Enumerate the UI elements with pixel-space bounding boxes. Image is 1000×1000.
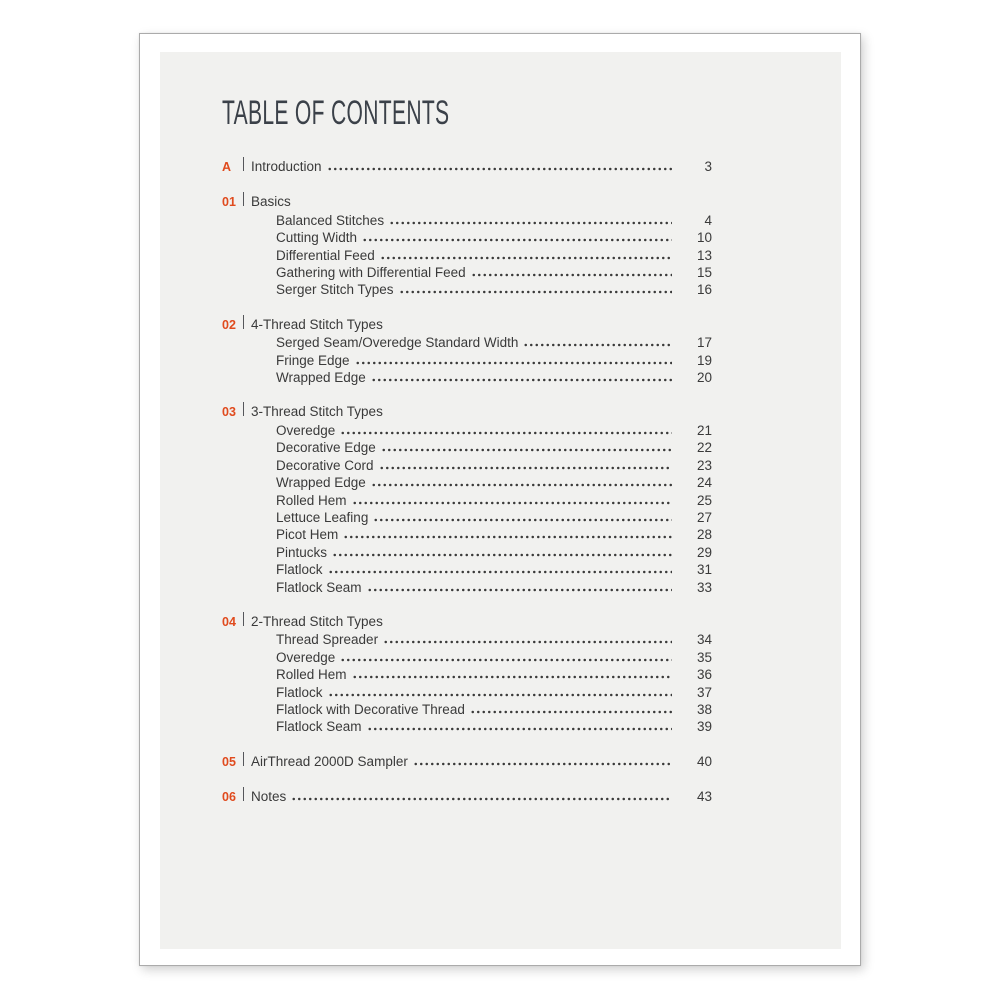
dot-leader <box>413 762 672 766</box>
toc-section-row <box>222 157 712 176</box>
toc-section <box>222 157 712 176</box>
entry-title: Rolled Hem <box>276 492 347 508</box>
pipe-divider <box>243 157 244 171</box>
dot-leader <box>383 640 672 644</box>
entry-title: Serged Seam/Overedge Standard Width <box>276 335 519 351</box>
toc-entry-row <box>222 492 712 509</box>
dot-leader <box>379 466 672 470</box>
toc-entry-row <box>222 457 712 474</box>
entry-page-number: 19 <box>696 352 712 368</box>
entry-page-number: 27 <box>696 509 712 525</box>
page-title: TABLE OF CONTENTS <box>222 94 450 132</box>
section-title: 2-Thread Stitch Types <box>251 613 383 629</box>
dot-leader <box>381 448 672 452</box>
dot-leader <box>373 518 672 522</box>
toc-entry-row <box>222 561 712 578</box>
section-page-number: 40 <box>696 753 712 769</box>
toc-entry-row <box>222 422 712 439</box>
entry-title: Thread Spreader <box>276 632 379 648</box>
dot-leader <box>327 167 672 171</box>
entry-title: Gathering with Differential Feed <box>276 265 466 281</box>
toc-entry-row <box>222 509 712 526</box>
toc-entry-row <box>222 352 712 369</box>
entry-page-number: 34 <box>696 632 712 648</box>
toc-section <box>222 787 712 806</box>
section-title: 3-Thread Stitch Types <box>251 404 383 420</box>
toc-entry-row <box>222 666 712 683</box>
entry-page-number: 21 <box>696 422 712 438</box>
section-title: 4-Thread Stitch Types <box>251 316 383 332</box>
toc-entry-row <box>222 649 712 666</box>
entry-page-number: 4 <box>704 212 712 228</box>
content-inner <box>160 52 841 807</box>
toc-entry-row <box>222 718 712 735</box>
toc-entry-row <box>222 281 712 298</box>
toc-entry-row <box>222 701 712 718</box>
section-number: A <box>222 160 232 174</box>
entry-page-number: 10 <box>696 230 712 246</box>
dot-leader <box>380 256 672 260</box>
toc-entry-row <box>222 264 712 281</box>
dot-leader <box>332 553 672 557</box>
toc-section-row <box>222 612 712 631</box>
entry-title: Overedge <box>276 422 336 438</box>
toc-section-row <box>222 752 712 771</box>
entry-title: Lettuce Leafing <box>276 509 369 525</box>
pipe-divider <box>243 192 244 206</box>
section-title: AirThread 2000D Sampler <box>251 753 408 769</box>
section-number: 03 <box>222 405 236 420</box>
entry-page-number: 39 <box>696 719 712 735</box>
entry-page-number: 25 <box>696 492 712 508</box>
dot-leader <box>367 588 672 592</box>
entry-title: Balanced Stitches <box>276 212 385 228</box>
entry-title: Serger Stitch Types <box>276 282 394 298</box>
toc-entry-row <box>222 526 712 543</box>
entry-title: Pintucks <box>276 544 328 560</box>
dot-leader <box>355 361 672 365</box>
dot-leader <box>352 501 672 505</box>
dot-leader <box>328 693 672 697</box>
dot-leader <box>523 343 672 347</box>
toc-section-row <box>222 787 712 806</box>
section-title: Basics <box>251 194 291 210</box>
entry-title: Wrapped Edge <box>276 475 366 491</box>
entry-page-number: 13 <box>696 247 712 263</box>
section-title: Notes <box>251 789 287 805</box>
dot-leader <box>399 290 672 294</box>
section-number: 02 <box>222 317 236 332</box>
dot-leader <box>362 238 672 242</box>
entry-page-number: 22 <box>696 440 712 456</box>
entry-title: Fringe Edge <box>276 352 350 368</box>
toc-section <box>222 402 712 595</box>
entry-page-number: 16 <box>696 282 712 298</box>
toc-entry-row <box>222 247 712 264</box>
pipe-divider <box>243 315 244 329</box>
entry-page-number: 33 <box>696 579 712 595</box>
dot-leader <box>343 535 672 539</box>
toc-entry-row <box>222 334 712 351</box>
section-number: 04 <box>222 614 236 629</box>
dot-leader <box>340 658 672 662</box>
entry-page-number: 17 <box>696 335 712 351</box>
entry-page-number: 24 <box>696 475 712 491</box>
toc-entry-row <box>222 212 712 229</box>
entry-title: Wrapped Edge <box>276 370 366 386</box>
entry-page-number: 37 <box>696 684 712 700</box>
toc-entry-row <box>222 631 712 648</box>
entry-page-number: 23 <box>696 457 712 473</box>
toc-section <box>222 192 712 298</box>
entry-page-number: 29 <box>696 544 712 560</box>
dot-leader <box>291 797 672 801</box>
dot-leader <box>328 570 672 574</box>
entry-page-number: 15 <box>696 265 712 281</box>
pipe-divider <box>243 787 244 801</box>
toc-entry-row <box>222 439 712 456</box>
entry-page-number: 38 <box>696 701 712 717</box>
entry-page-number: 35 <box>696 649 712 665</box>
toc-entry-row <box>222 229 712 246</box>
entry-page-number: 20 <box>696 370 712 386</box>
toc-entry-row <box>222 474 712 491</box>
entry-title: Rolled Hem <box>276 667 347 683</box>
section-number: 01 <box>222 195 236 210</box>
toc-entry-row <box>222 684 712 701</box>
dot-leader <box>340 431 672 435</box>
dot-leader <box>371 378 672 382</box>
entry-page-number: 31 <box>696 562 712 578</box>
dot-leader <box>389 221 672 225</box>
entry-title: Cutting Width <box>276 230 358 246</box>
table-of-contents <box>222 157 712 807</box>
toc-section-row <box>222 192 712 211</box>
document-page <box>139 33 861 966</box>
pipe-divider <box>243 752 244 766</box>
entry-title: Decorative Edge <box>276 440 376 456</box>
content-panel <box>160 52 841 949</box>
toc-section <box>222 612 712 736</box>
section-page-number: 43 <box>696 789 712 805</box>
entry-title: Flatlock Seam <box>276 579 362 595</box>
entry-title: Flatlock with Decorative Thread <box>276 701 465 717</box>
entry-page-number: 28 <box>696 527 712 543</box>
toc-entry-row <box>222 544 712 561</box>
entry-title: Differential Feed <box>276 247 375 263</box>
entry-title: Flatlock <box>276 562 323 578</box>
toc-entry-row <box>222 369 712 386</box>
section-number: 06 <box>222 790 236 805</box>
entry-title: Decorative Cord <box>276 457 374 473</box>
dot-leader <box>471 273 672 277</box>
section-title: Introduction <box>251 159 322 174</box>
dot-leader <box>371 483 672 487</box>
entry-title: Picot Hem <box>276 527 339 543</box>
toc-section <box>222 315 712 387</box>
dot-leader <box>352 675 672 679</box>
dot-leader <box>367 727 672 731</box>
entry-title: Flatlock Seam <box>276 719 362 735</box>
pipe-divider <box>243 612 244 626</box>
section-page-number: 3 <box>704 159 712 174</box>
toc-section-row <box>222 315 712 334</box>
dot-leader <box>470 710 672 714</box>
toc-section-row <box>222 402 712 421</box>
toc-section <box>222 752 712 771</box>
entry-title: Overedge <box>276 649 336 665</box>
pipe-divider <box>243 402 244 416</box>
entry-title: Flatlock <box>276 684 323 700</box>
entry-page-number: 36 <box>696 667 712 683</box>
section-number: 05 <box>222 754 236 769</box>
toc-entry-row <box>222 579 712 596</box>
